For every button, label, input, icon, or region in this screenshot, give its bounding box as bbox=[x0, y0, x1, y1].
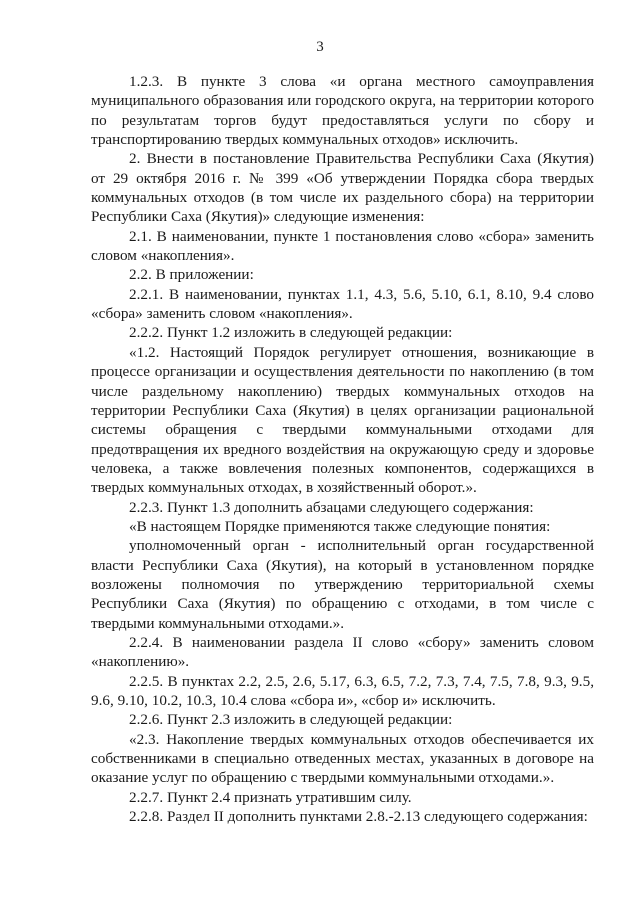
quote-2-3: «2.3. Накопление твердых коммунальных отходов обеспечивается их собственниками в специально отведенных местах, указанных в договоре на оказание услуг по обращению с твердыми коммунальными отходами.». bbox=[91, 730, 594, 787]
paragraph-2-2-6: 2.2.6. Пункт 2.3 изложить в следующей редакции: bbox=[129, 711, 453, 729]
paragraph-2-2-2: 2.2.2. Пункт 1.2 изложить в следующей редакции: bbox=[129, 324, 453, 342]
paragraph-2-2: 2.2. В приложении: bbox=[129, 266, 254, 284]
paragraph-2-2-4: 2.2.4. В наименовании раздела II слово «сбору» заменить словом «накоплению». bbox=[91, 633, 594, 671]
page-number: 3 bbox=[316, 39, 324, 55]
quote-1-2: «1.2. Настоящий Порядок регулирует отношения, возникающие в процессе организации и осуществления деятельности по накоплению (в том числе раздельному накоплению) твердых коммунальных отходов на территории Республики Саха (Якутия) в целях организации рациональной системы обращения с твердыми коммунальными отходами для предотвращения их вредного воздействия на окружающую среду и здоровье человека, а также вовлечения полезных компонентов, содержащихся в твердых коммунальных отходах, в хозяйственный оборот.». bbox=[91, 343, 594, 497]
paragraph-2-2-7: 2.2.7. Пункт 2.4 признать утратившим силу. bbox=[129, 788, 412, 806]
paragraph-2-1: 2.1. В наименовании, пункте 1 постановления слово «сбора» заменить словом «накопления». bbox=[91, 227, 594, 265]
paragraph-2: 2. Внести в постановление Правительства Республики Саха (Якутия) от 29 октября 2016 г. № 399 «Об утверждении Порядка сбора твердых коммунальных отходов (в том числе их раздельного сбора) на территории Республики Саха (Якутия)» следующие изменения: bbox=[91, 150, 594, 226]
paragraph-2-2-3: 2.2.3. Пункт 1.3 дополнить абзацами следующего содержания: bbox=[129, 498, 534, 516]
paragraph-2-2-5: 2.2.5. В пунктах 2.2, 2.5, 2.6, 5.17, 6.3, 6.5, 7.2, 7.3, 7.4, 7.5, 7.8, 9.3, 9.5, 9.6, 9.10, 10.2, 10.3, 10.4 слова «сбора и», «сбор и» исключить. bbox=[91, 672, 594, 709]
quote-definitions-intro: «В настоящем Порядке применяются также следующие понятия: bbox=[129, 517, 551, 535]
paragraph-1-2-3: 1.2.3. В пункте 3 слова «и органа местного самоуправления муниципального образования или городского округа, на территории которого по результатам торгов будут предоставляться услуги по сбору и транспортированию твердых коммунальных отходов» исключить. bbox=[91, 73, 594, 149]
paragraph-2-2-1: 2.2.1. В наименовании, пунктах 1.1, 4.3, 5.6, 5.10, 6.1, 8.10, 9.4 слово «сбора» заменить словом «накопления». bbox=[91, 285, 594, 323]
paragraph-2-2-8: 2.2.8. Раздел II дополнить пунктами 2.8.-2.13 следующего содержания: bbox=[129, 808, 588, 826]
definition-authorized-body: уполномоченный орган - исполнительный орган государственной власти Республики Саха (Якутия), на который в установленном порядке возложены полномочия по утверждению территориальной схемы Республики Саха (Якутия) по обращению с отходами, в том числе с твердыми коммунальными отходами.». bbox=[91, 537, 594, 632]
document-body bbox=[91, 72, 594, 826]
